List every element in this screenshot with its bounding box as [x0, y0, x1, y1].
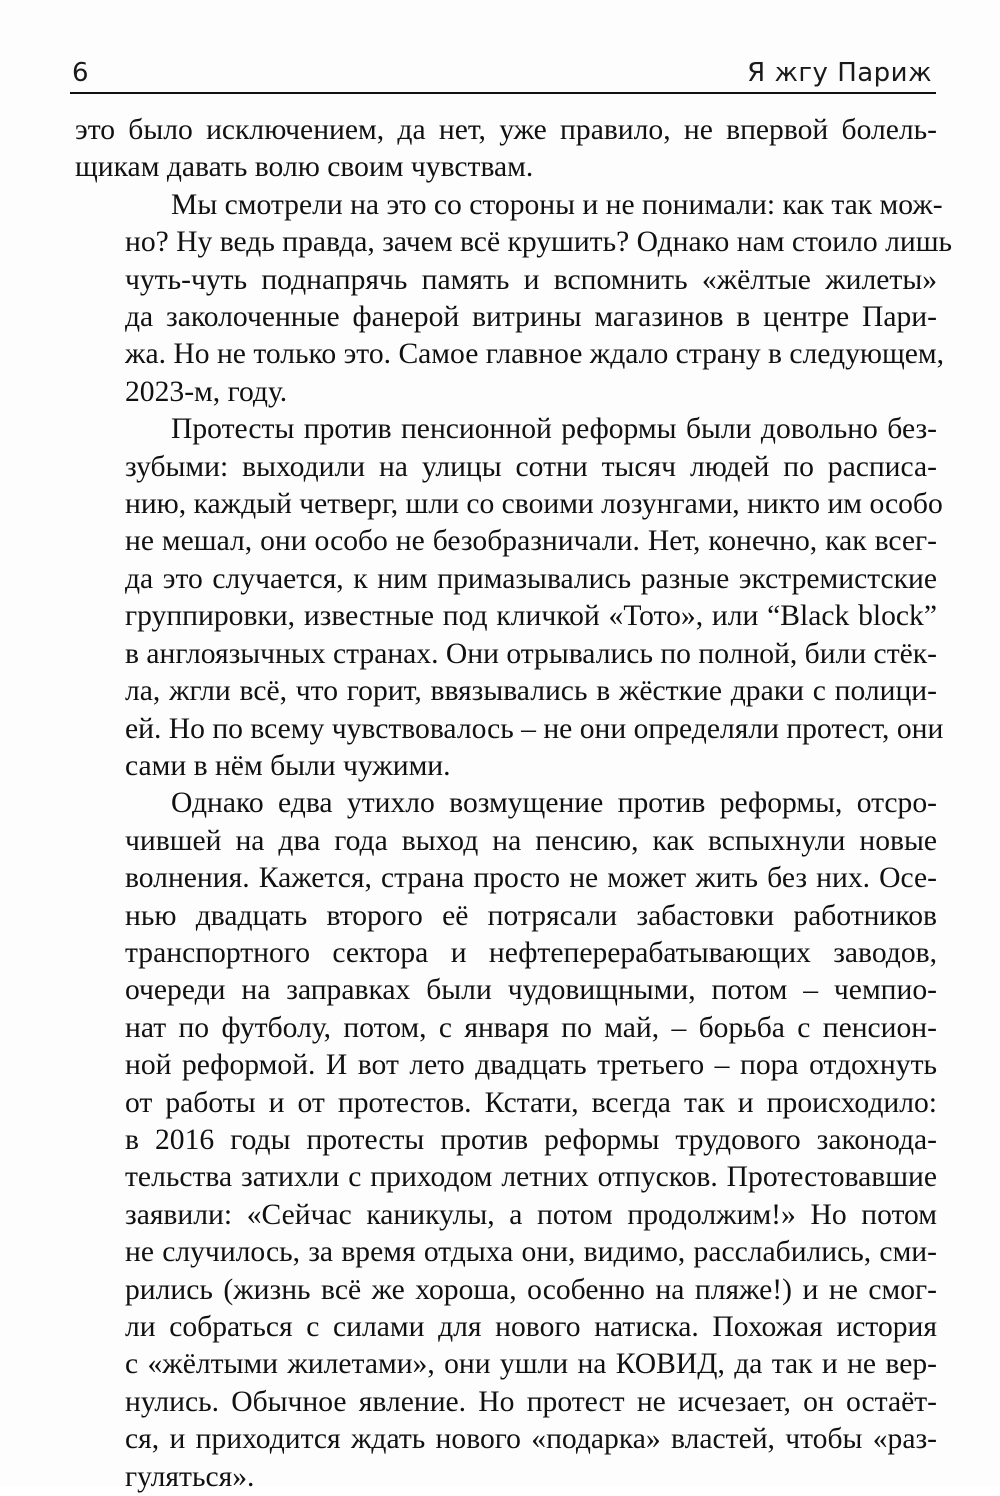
text-line: нат по футболу, потом, с января по май, – борьба с пенсион-: [125, 1011, 937, 1044]
header-divider: [70, 92, 936, 94]
text-line: с «жёлтыми жилетами», они ушли на КОВИД, да так и не вер-: [125, 1348, 937, 1381]
paragraph-3: [75, 411, 944, 785]
running-title: Я жгу Париж: [747, 58, 932, 88]
text-line: щикам давать волю своим чувствам.: [75, 151, 534, 184]
text-line: зубыми: выходили на улицы сотни тысяч людей по расписа-: [125, 450, 937, 483]
text-line: да заколоченные фанерой витрины магазинов в центре Пари-: [125, 301, 937, 334]
text-line: это было исключением, да нет, уже правило, не впервой болель-: [75, 114, 937, 146]
text-line: Протесты против пенсионной реформы были довольно без-: [171, 413, 937, 446]
text-line: да это случается, к ним примазывались разные экстремистские: [125, 562, 937, 595]
text-line: ся, и приходится ждать нового «подарка» властей, чтобы «раз-: [125, 1423, 937, 1456]
text-line: в 2016 годы протесты против реформы трудового законода-: [125, 1123, 937, 1156]
paragraph-1: [75, 112, 937, 187]
text-line: чуть-чуть поднапрячь память и вспомнить «жёлтые жилеты»: [125, 263, 937, 296]
text-line: нию, каждый четверг, шли со своими лозунгами, никто им особо: [125, 488, 943, 521]
text-line: не случилось, за время отдыха они, видимо, расслабились, сми-: [125, 1236, 937, 1269]
text-line: волнения. Кажется, страна просто не может жить без них. Осе-: [125, 862, 937, 895]
text-line: от работы и от протестов. Кстати, всегда так и происходило:: [125, 1086, 937, 1119]
text-line: ла, жгли всё, что горит, ввязывались в жёсткие драки с полици-: [125, 675, 937, 708]
text-line: тельства затихли с приходом летних отпусков. Протестовавшие: [125, 1161, 937, 1194]
text-line: ли собраться с силами для нового натиска. Похожая история: [125, 1311, 937, 1343]
body-text: [75, 112, 952, 1496]
text-line: Мы смотрели на это со стороны и не понимали: как так мож-: [171, 188, 943, 221]
text-line: нулись. Обычное явление. Но протест не исчезает, он остаёт-: [125, 1385, 937, 1418]
text-line: 2023-м, году.: [125, 375, 288, 408]
text-line: не мешал, они особо не безобразничали. Нет, конечно, как всег-: [125, 525, 937, 558]
page-number: 6: [72, 58, 89, 88]
page-header: [70, 48, 936, 94]
text-line: чившей на два года выход на пенсию, как вспыхнули новые: [125, 824, 937, 857]
text-line: сами в нём были чужими.: [125, 749, 451, 782]
text-line: жа. Но не только это. Самое главное ждало страну в следующем,: [125, 338, 945, 371]
text-line: Однако едва утихло возмущение против реформы, отсро-: [171, 787, 937, 820]
text-line: в англоязычных странах. Они отрывались по полной, били стёк-: [125, 637, 937, 670]
text-line: нью двадцать второго её потрясали забастовки работников: [125, 899, 937, 932]
text-line: ей. Но по всему чувствовалось – не они определяли протест, они: [125, 712, 944, 745]
text-line: очереди на заправках были чудовищными, потом – чемпио-: [125, 974, 937, 1007]
text-line: заявили: «Сейчас каникулы, а потом продолжим!» Но потом: [125, 1198, 937, 1231]
text-line: гуляться».: [125, 1460, 255, 1493]
paragraph-2: [75, 187, 952, 411]
text-line: группировки, известные под кличкой «Тото», или “Black block”: [125, 600, 937, 633]
text-line: но? Ну ведь правда, зачем всё крушить? Однако нам стоило лишь: [125, 226, 952, 259]
text-line: ной реформой. И вот лето двадцать третьего – пора отдохнуть: [125, 1049, 937, 1082]
paragraph-4: [75, 785, 937, 1496]
text-line: транспортного сектора и нефтеперерабатывающих заводов,: [125, 936, 937, 969]
text-line: рились (жизнь всё же хороша, особенно на пляже!) и не смог-: [125, 1273, 937, 1306]
